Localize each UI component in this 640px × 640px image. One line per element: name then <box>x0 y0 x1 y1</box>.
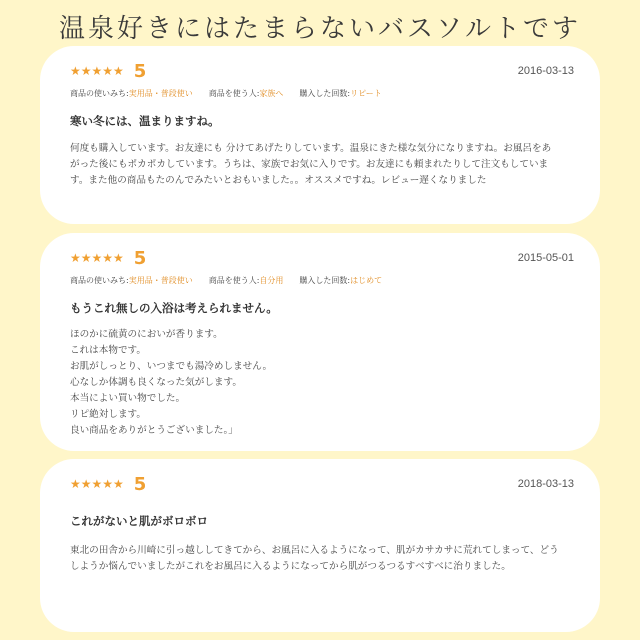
meta-count-value: はじめて <box>350 276 383 285</box>
review-body-line: お肌がしっとり、いつまでも湯冷めしません。 <box>70 361 273 372</box>
meta-count <box>299 275 382 286</box>
rating-value: 5 <box>133 60 147 82</box>
review-body <box>70 543 574 575</box>
review-card <box>40 233 600 451</box>
review-body-line: ほのかに硫黄のにおいが香ります。 <box>70 329 223 340</box>
meta-user-label: 商品を使う人: <box>208 276 260 285</box>
meta-count <box>299 88 381 99</box>
review-body-line: 何度も購入しています。お友達にも 分けてあげたりしています。温泉にきた様な気分になりますね。お風呂をあ <box>70 143 552 154</box>
review-date: 2015-05-01 <box>517 252 574 264</box>
meta-count-label: 購入した回数: <box>299 89 351 98</box>
review-body-line: 良い商品をありがとうございました。」 <box>70 425 238 436</box>
meta-user <box>209 275 284 286</box>
meta-usage-value: 実用品・普段使い <box>128 89 193 98</box>
meta-user <box>209 88 284 99</box>
review-body-line: 心なしか体調も良くなった気がします。 <box>70 377 242 388</box>
review-meta <box>70 88 574 99</box>
review-body-line: がった後にもポカポカしています。うちは、家族でお気に入りです。お友達にも頼まれたりして注文もしていま <box>70 159 549 170</box>
star-rating-icon: ★★★★★ <box>70 477 124 491</box>
meta-usage-label: 商品の使いみち: <box>70 89 129 98</box>
meta-usage-value: 実用品・普段使い <box>128 276 193 285</box>
review-header <box>70 473 574 495</box>
review-card <box>40 459 600 632</box>
rating <box>70 61 146 82</box>
review-body-line: しようか悩んでいましたがこれをお風呂に入るようになってから肌がつるつるすべすべに治りました。 <box>70 561 511 572</box>
meta-user-value: 自分用 <box>259 276 284 285</box>
review-header <box>70 60 574 82</box>
review-date: 2016-03-13 <box>517 65 574 77</box>
review-card <box>40 46 600 224</box>
meta-usage-label: 商品の使いみち: <box>70 276 129 285</box>
review-title: これがないと肌がボロボロ <box>70 514 208 528</box>
review-body-line: す。また他の商品もたのんでみたいとおもいました。。オススメですね。レビュー遅くなりました <box>70 175 487 186</box>
meta-user-label: 商品を使う人: <box>208 89 260 98</box>
rating <box>70 248 146 269</box>
review-body <box>70 141 574 189</box>
rating-value: 5 <box>133 473 147 495</box>
review-header <box>70 247 574 269</box>
review-meta <box>70 275 574 286</box>
meta-user-value: 家族へ <box>259 89 284 98</box>
review-body-line: 本当によい買い物でした。 <box>70 393 186 404</box>
review-body-line: リピ絶対します。 <box>70 409 146 420</box>
meta-usage <box>70 88 193 99</box>
star-rating-icon: ★★★★★ <box>70 251 124 265</box>
review-date: 2018-03-13 <box>517 478 574 490</box>
star-rating-icon: ★★★★★ <box>70 64 124 78</box>
rating <box>70 474 146 495</box>
meta-usage <box>70 275 193 286</box>
meta-count-label: 購入した回数: <box>299 276 351 285</box>
review-body-line: 東北の田舎から川崎に引っ越ししてきてから、お風呂に入るようになって、肌がカサカサに荒れてしまって、どう <box>70 545 559 556</box>
page-title: 温泉好きにはたまらないバスソルトです <box>58 14 581 44</box>
review-body-line: これは本物です。 <box>70 345 146 356</box>
review-title: 寒い冬には、温まりますね。 <box>70 114 220 128</box>
review-body <box>70 327 574 439</box>
rating-value: 5 <box>133 247 147 269</box>
review-title: もうこれ無しの入浴は考えられません。 <box>70 301 278 315</box>
meta-count-value: リピート <box>350 89 382 98</box>
